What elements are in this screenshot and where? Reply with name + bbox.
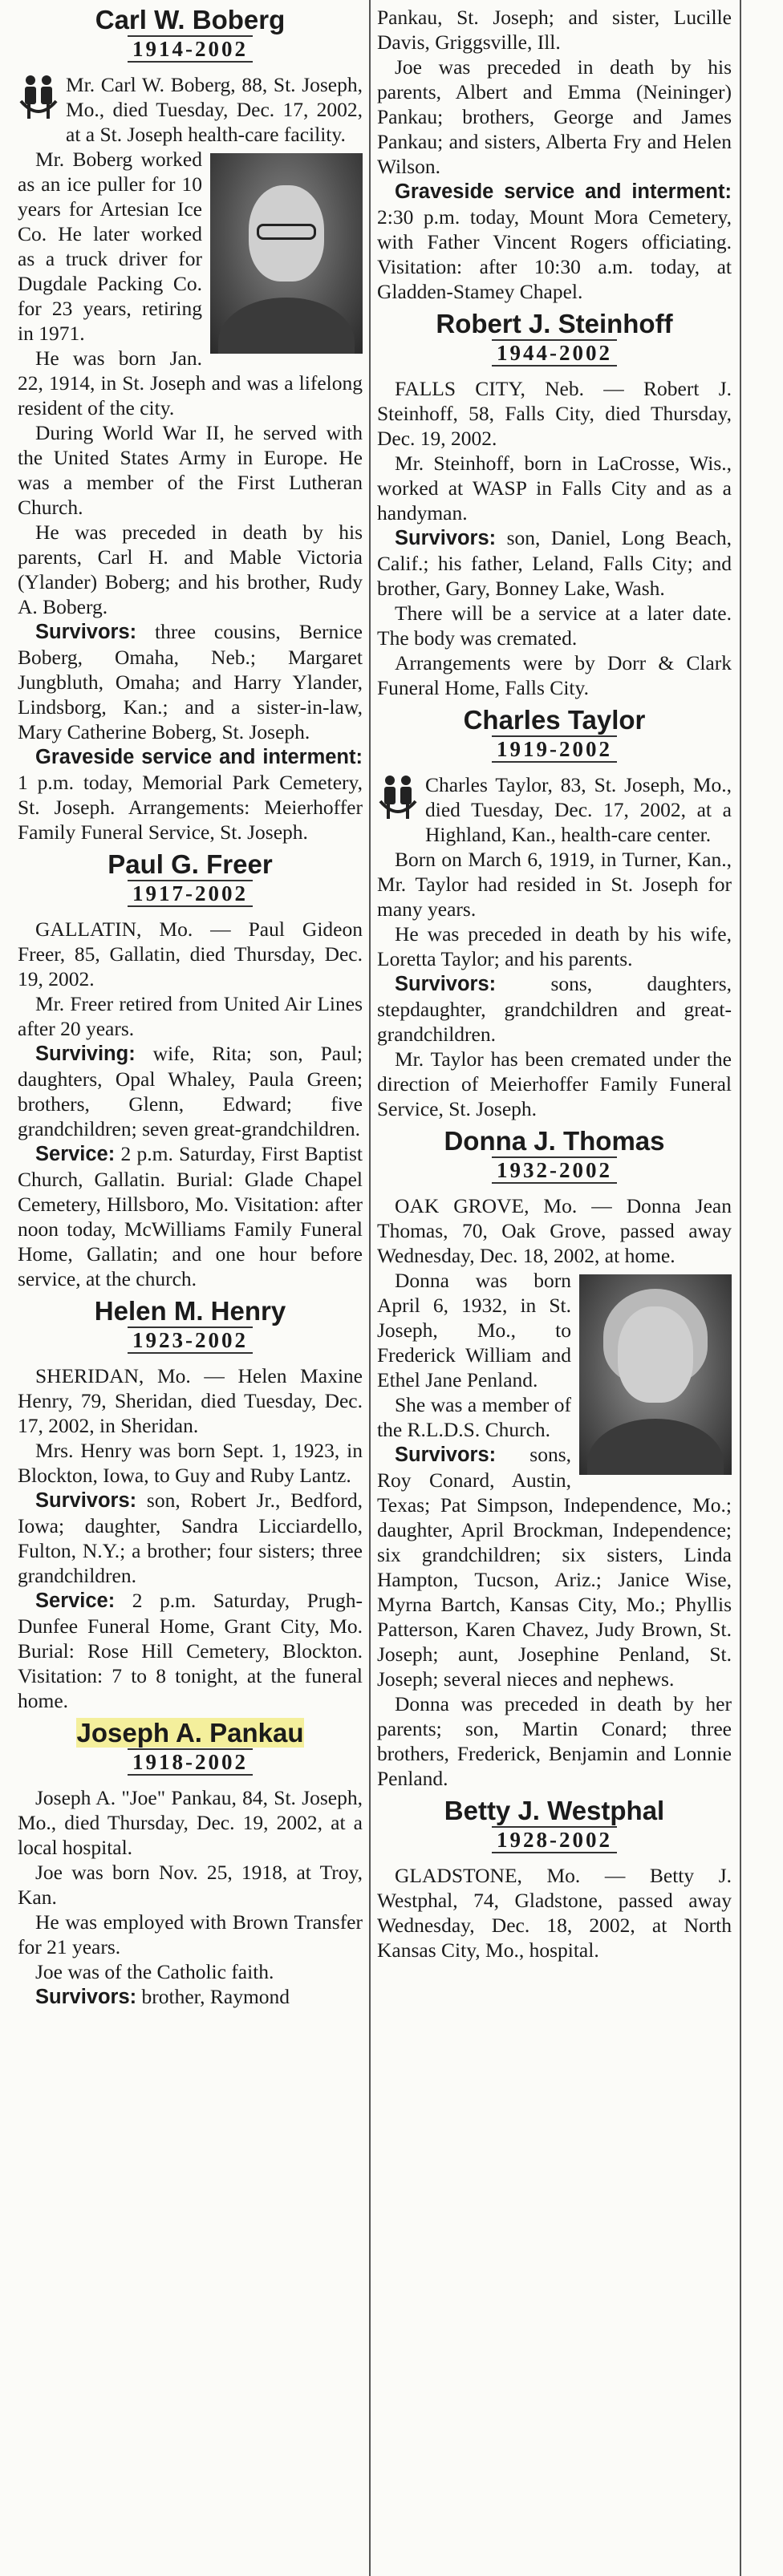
obituary-pankau-continued	[377, 0, 732, 304]
left-column	[18, 0, 363, 2010]
column-rule	[369, 0, 371, 2576]
service-paragraph: Service: 2 p.m. Saturday, First Baptist Church, Gallatin. Burial: Glade Chapel Cemetery, Hillsboro, Mo. Visitation: after noon today, McWilliams Family Funeral Home, Gallatin; and one hour before service, at the church.	[18, 1142, 363, 1290]
obituary-years: 1932-2002	[377, 1158, 732, 1182]
paragraph: He was employed with Brown Transfer for 21 years.	[18, 1910, 363, 1958]
paragraph: Mr. Carl W. Boberg, 88, St. Joseph, Mo., died Tuesday, Dec. 17, 2002, at a St. Joseph health-care facility.	[66, 73, 363, 146]
portrait-photo-boberg	[210, 153, 363, 354]
paragraph: He was born Jan. 22, 1914, in St. Joseph and was a lifelong resident of the city.	[18, 346, 363, 419]
obituary-body	[377, 5, 732, 304]
survivors-paragraph: Survivors: three cousins, Bernice Boberg, Omaha, Neb.; Margaret Jungbluth, Omaha; and Harry Ylander, Lindsborg, Kan.; and a sister-in-law, Mary Catherine Boberg, St. Joseph.	[18, 620, 363, 743]
obituary-body	[377, 1193, 732, 1791]
paragraph: Charles Taylor, 83, St. Joseph, Mo., died Tuesday, Dec. 17, 2002, at a Highland, Kan., health-care center.	[425, 773, 732, 846]
paragraph: Joseph A. "Joe" Pankau, 84, St. Joseph, Mo., died Thursday, Dec. 19, 2002, at a local hospital.	[18, 1786, 363, 1859]
obituary-body	[18, 1363, 363, 1713]
column-rule	[740, 0, 741, 2576]
obituary-boberg	[18, 0, 363, 844]
obituary-freer	[18, 844, 363, 1291]
paragraph: Mrs. Henry was born Sept. 1, 1923, in Blockton, Iowa, to Guy and Ruby Lantz.	[18, 1439, 363, 1487]
obituary-years: 1918-2002	[18, 1750, 363, 1774]
obituary-years: 1917-2002	[18, 881, 363, 905]
portrait-photo-thomas	[579, 1274, 732, 1475]
obituary-years: 1928-2002	[377, 1828, 732, 1852]
service-paragraph: Service: 2 p.m. Saturday, Prugh-Dunfee Funeral Home, Grant City, Mo. Burial: Rose Hill Cemetery, Blockton. Visitation: 7 to 8 tonight, at the funeral home.	[18, 1589, 363, 1712]
paragraph: She was a member of the R.L.D.S. Church.	[377, 1393, 571, 1441]
paragraph: SHERIDAN, Mo. — Helen Maxine Henry, 79, Sheridan, died Tuesday, Dec. 17, 2002, in Sheridan.	[18, 1364, 363, 1437]
middle-column	[377, 0, 732, 1962]
paragraph: There will be a service at a later date. The body was cremated.	[377, 601, 732, 650]
paragraph: Joe was born Nov. 25, 1918, at Troy, Kan.	[18, 1861, 363, 1909]
paragraph: Joe was of the Catholic faith.	[35, 1960, 274, 1983]
paragraph: During World War II, he served with the United States Army in Europe. He was a member of the First Lutheran Church.	[18, 421, 363, 519]
paragraph: FALLS CITY, Neb. — Robert J. Steinhoff, 58, Falls City, died Thursday, Dec. 19, 2002.	[377, 377, 732, 450]
paragraph: Mr. Boberg worked as an ice puller for 10 years for Artesian Ice Co. He later worked as a truck driver for Dugdale Packing Co. for 23 years, retiring in 1971.	[18, 148, 202, 345]
paragraph: Mr. Freer retired from United Air Lines after 20 years.	[18, 992, 363, 1040]
obituary-years: 1914-2002	[18, 37, 363, 61]
service-paragraph: Graveside service and interment: 2:30 p.m. today, Mount Mora Cemetery, with Father Vincent Rogers officiating. Visitation: after 10:30 a.m. today, at Gladden-Stamey Chapel.	[377, 180, 732, 303]
paragraph: Pankau, St. Joseph; and sister, Lucille Davis, Griggsville, Ill.	[377, 6, 732, 54]
obituary-body	[18, 1785, 363, 2010]
obituary-taylor	[377, 700, 732, 1121]
obituary-name: Carl W. Boberg	[95, 5, 286, 34]
survivors-paragraph: Survivors: son, Robert Jr., Bedford, Iowa; daughter, Sandra Licciardello, Fulton, N.Y.; a brother; four sisters; three grandchildren.	[18, 1488, 363, 1587]
survivors-paragraph: Survivors: sons, Roy Conard, Austin, Texas; Pat Simpson, Independence, Mo.; daughter, April Brockman, Independence; six grandchildren; six sisters, Linda Hampton, Tucson, Ariz.; Janice Wise, Myrna Bartch, Kansas City, Mo.; Phyllis Patterson, Karen Chavez, Judy Brown, St. Joseph; aunt, Josephine Penland, St. Joseph; several nieces and nephews.	[377, 1443, 732, 1691]
obituary-body	[18, 917, 363, 1291]
obituary-westphal	[377, 1791, 732, 1962]
obituary-steinhoff	[377, 304, 732, 700]
paragraph: GALLATIN, Mo. — Paul Gideon Freer, 85, Gallatin, died Thursday, Dec. 19, 2002.	[18, 917, 363, 990]
obituary-name: Charles Taylor	[463, 705, 646, 735]
obituary-body	[377, 376, 732, 700]
obituary-name: Donna J. Thomas	[444, 1126, 665, 1156]
obituary-name: Robert J. Steinhoff	[436, 309, 673, 338]
obituary-name: Betty J. Westphal	[444, 1796, 665, 1825]
obituary-body	[377, 772, 732, 1121]
obituary-body	[377, 1863, 732, 1962]
paragraph: Joe was preceded in death by his parents, Albert and Emma (Neininger) Pankau; brothers, George and James Pankau; and sisters, Alberta Fry and Helen Wilson.	[377, 55, 732, 178]
survivors-paragraph: Survivors: brother, Raymond	[35, 1985, 290, 2008]
obituary-thomas	[377, 1121, 732, 1791]
survivors-paragraph: Surviving: wife, Rita; son, Paul; daughters, Opal Whaley, Paula Green; brothers, Glenn, Edward; five grandchildren; seven great-grandchildren.	[18, 1042, 363, 1140]
obituary-name: Helen M. Henry	[94, 1296, 286, 1326]
paragraph: Donna was preceded in death by her parents; son, Martin Conard; three brothers, Frederick, Benjamin and Lonnie Penland.	[377, 1692, 732, 1790]
paragraph: He was preceded in death by his wife, Loretta Taylor; and his parents.	[377, 922, 732, 970]
obituary-body	[18, 72, 363, 844]
paragraph: He was preceded in death by his parents, Carl H. and Mable Victoria (Ylander) Boberg; and his brother, Rudy A. Boberg.	[18, 520, 363, 618]
survivors-paragraph: Survivors: sons, daughters, stepdaughter, grandchildren and great-grandchildren.	[377, 972, 732, 1046]
obituary-pankau	[18, 1713, 363, 2010]
obituary-name: Joseph A. Pankau	[76, 1718, 304, 1748]
paragraph: OAK GROVE, Mo. — Donna Jean Thomas, 70, Oak Grove, passed away Wednesday, Dec. 18, 2002, at home.	[377, 1194, 732, 1267]
survivors-paragraph: Survivors: son, Daniel, Long Beach, Calif.; his father, Leland, Falls City; and brother, Gary, Bonney Lake, Wash.	[377, 526, 732, 600]
obituary-henry	[18, 1291, 363, 1713]
paragraph: Donna was born April 6, 1932, in St. Joseph, Mo., to Frederick William and Ethel Jane Penland.	[377, 1269, 571, 1391]
obituary-name: Paul G. Freer	[108, 849, 273, 879]
paragraph: Mr. Taylor has been cremated under the direction of Meierhoffer Family Funeral Service, St. Joseph.	[377, 1047, 732, 1120]
obituary-years: 1923-2002	[18, 1328, 363, 1352]
family-ticket-icon	[377, 772, 419, 824]
family-ticket-icon	[18, 72, 59, 124]
obituary-years: 1919-2002	[377, 737, 732, 761]
obituary-years: 1944-2002	[377, 341, 732, 365]
paragraph: Born on March 6, 1919, in Turner, Kan., Mr. Taylor had resided in St. Joseph for many years.	[377, 848, 732, 921]
paragraph: Arrangements were by Dorr & Clark Funeral Home, Falls City.	[377, 651, 732, 699]
service-paragraph: Graveside service and interment: 1 p.m. today, Memorial Park Cemetery, St. Joseph. Arrangements: Meierhoffer Family Funeral Service, St. Joseph.	[18, 746, 363, 844]
paragraph: GLADSTONE, Mo. — Betty J. Westphal, 74, Gladstone, passed away Wednesday, Dec. 18, 2002, at North Kansas City, Mo., hospital.	[377, 1864, 732, 1962]
paragraph: Mr. Steinhoff, born in LaCrosse, Wis., worked at WASP in Falls City and as a handyman.	[377, 452, 732, 525]
